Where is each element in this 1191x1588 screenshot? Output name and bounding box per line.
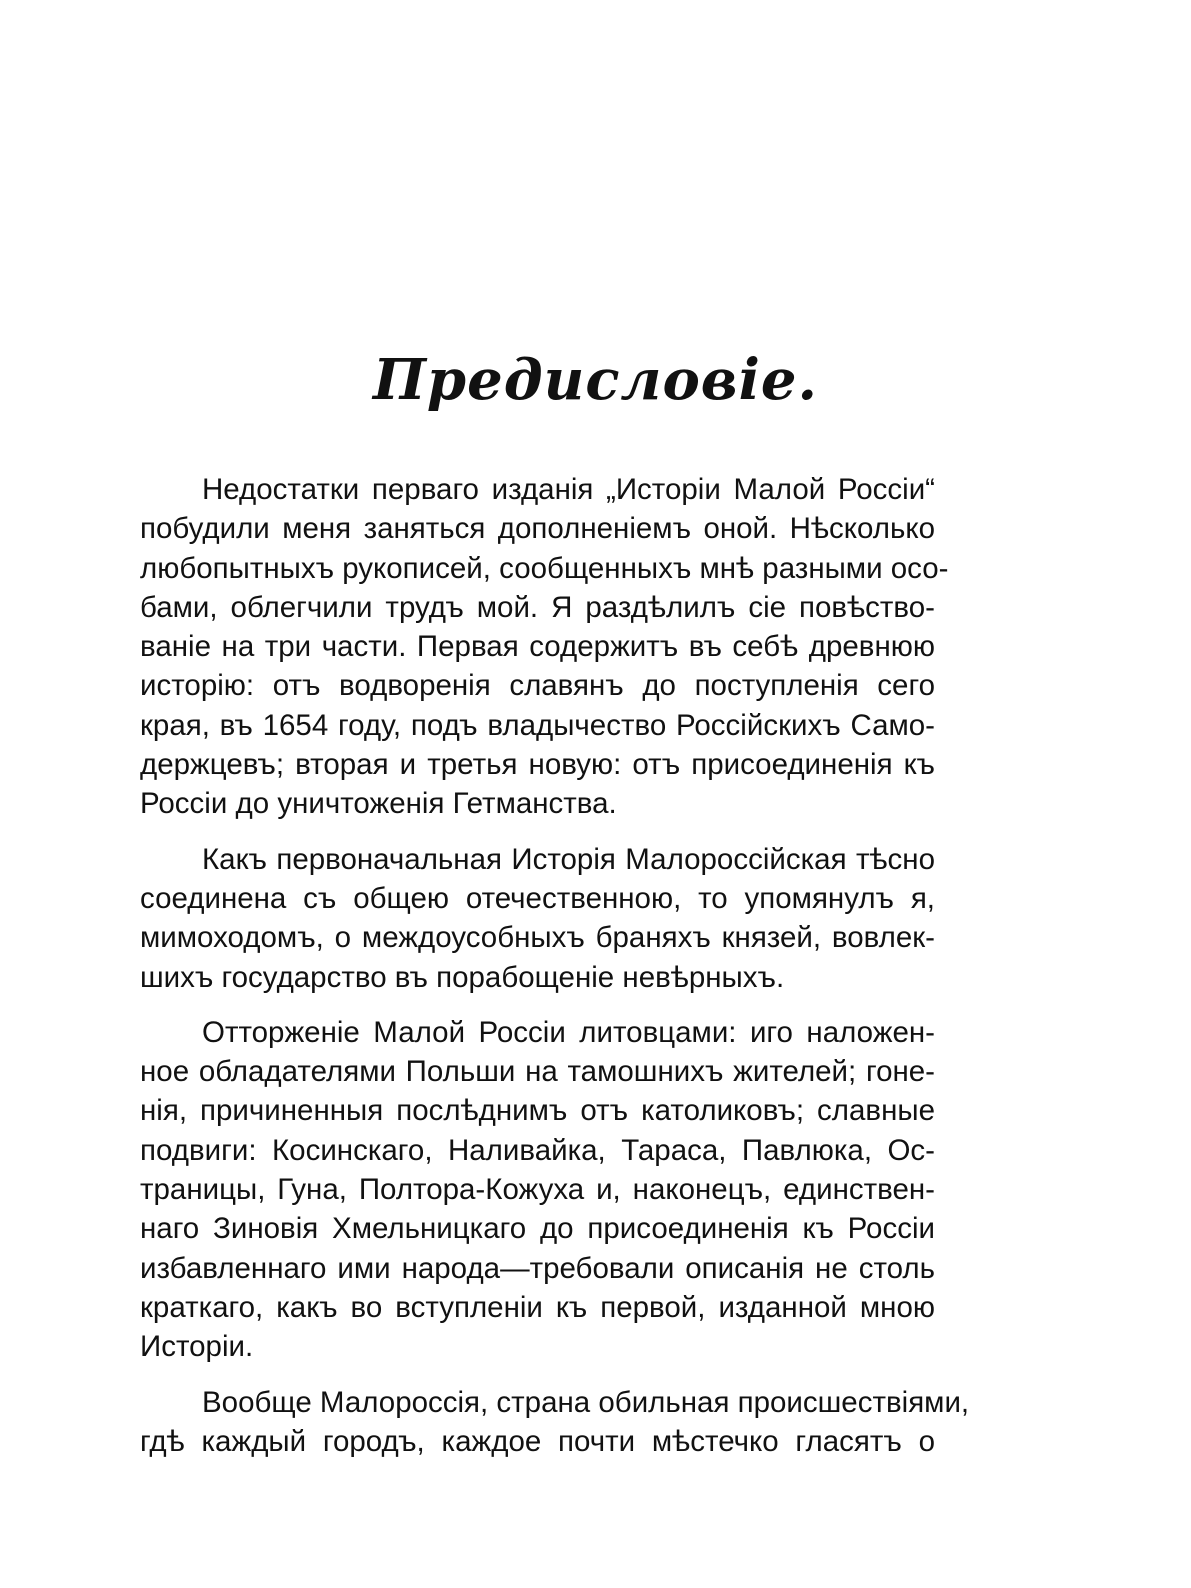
text-line: избавленнаго ими народа—требовали описанія не столь: [140, 1251, 935, 1285]
text-line: побудили меня заняться дополненіемъ оной. Нѣсколько: [140, 512, 935, 546]
text-line: краткаго, какъ во вступленіи къ первой, изданной мною: [140, 1290, 935, 1324]
text-line: бами, облегчили трудъ мой. Я раздѣлилъ сіе повѣство-: [140, 590, 935, 624]
text-line: траницы, Гуна, Полтора-Кожуха и, наконецъ, единствен-: [140, 1173, 935, 1207]
page-title: Предисловіе.: [373, 347, 818, 413]
text-line: наго Зиновія Хмельницкаго до присоединенія къ Россіи: [140, 1212, 935, 1246]
text-line: Вообще Малороссія, страна обильная происшествіями,: [202, 1385, 970, 1419]
text-line: нія, причиненныя послѣднимъ отъ католиковъ; славные: [140, 1094, 935, 1128]
paragraph: [140, 840, 935, 997]
text-line: ваніе на три части. Первая содержитъ въ себѣ древнюю: [140, 630, 935, 664]
text-line: мимоходомъ, о междоусобныхъ браняхъ князей, вовлек-: [140, 921, 935, 955]
text-line: Какъ первоначальная Исторія Малороссійская тѣсно: [202, 842, 935, 876]
paragraph: [140, 1013, 935, 1367]
text-line: исторію: отъ водворенія славянъ до поступленія сего: [140, 669, 935, 703]
text-line: гдѣ каждый городъ, каждое почти мѣстечко гласятъ о: [140, 1424, 935, 1458]
text-line: Россіи до уничтоженія Гетманства.: [140, 787, 617, 821]
text-line: Отторженіе Малой Россіи литовцами: иго наложен-: [202, 1015, 935, 1049]
body-text: [140, 470, 970, 1477]
paragraph: [140, 470, 949, 824]
text-line: Исторіи.: [140, 1330, 254, 1364]
text-line: любопытныхъ рукописей, сообщенныхъ мнѣ разными осо-: [140, 551, 949, 585]
text-line: края, въ 1654 году, подъ владычество Россійскихъ Само-: [140, 708, 935, 742]
text-line: Недостатки перваго изданія „Исторіи Малой Россіи“: [202, 473, 935, 506]
text-line: держцевъ; вторая и третья новую: отъ присоединенія къ: [140, 748, 935, 782]
text-line: ное обладателями Польши на тамошнихъ жителей; гоне-: [140, 1055, 935, 1089]
paragraph: [140, 1383, 970, 1462]
text-line: соединена съ общею отечественною, то упомянулъ я,: [140, 881, 935, 915]
text-line: подвиги: Косинскаго, Наливайка, Тараса, Павлюка, Ос-: [140, 1133, 935, 1167]
text-line: шихъ государство въ порабощеніе невѣрныхъ.: [140, 960, 785, 994]
